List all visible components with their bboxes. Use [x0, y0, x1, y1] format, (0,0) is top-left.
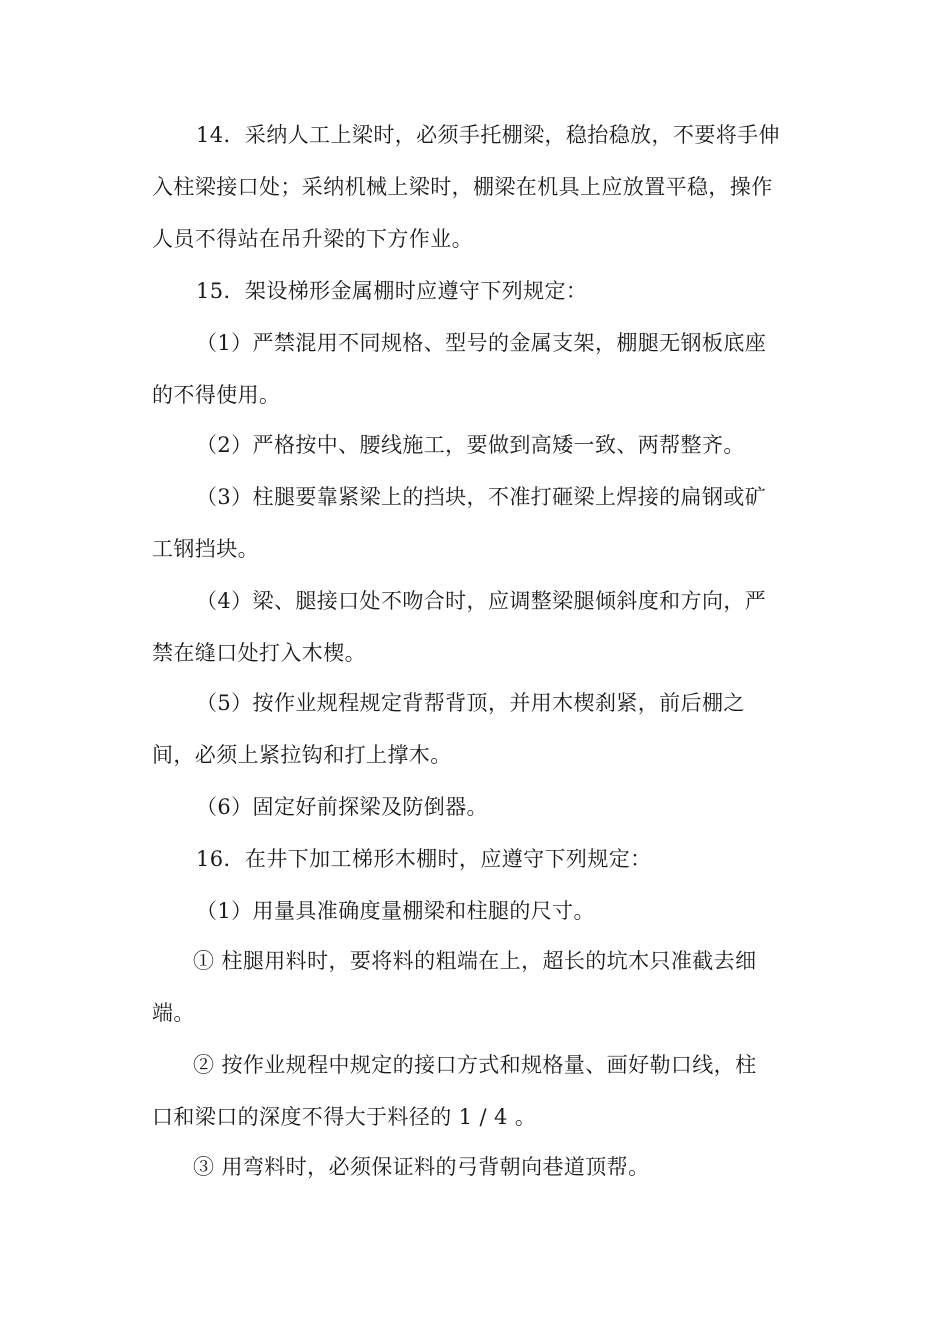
- text-line: ③ 用弯料时，必须保证料的弓背朝向巷道顶帮。: [193, 1155, 650, 1179]
- text-line: 间，必须上紧拉钩和打上撑木。: [152, 743, 452, 767]
- text-line: （3）柱腿要靠紧梁上的挡块，不准打砸梁上焊接的扁钢或矿: [196, 485, 767, 509]
- text-line: 15．架设梯形金属棚时应遵守下列规定：: [196, 279, 588, 303]
- text-line: 入柱梁接口处；采纳机械上梁时，棚梁在机具上应放置平稳，操作: [152, 175, 773, 199]
- text-line: 16．在井下加工梯形木棚时，应遵守下列规定：: [196, 847, 652, 871]
- text-line: （1）严禁混用不同规格、型号的金属支架，棚腿无钢板底座: [196, 331, 767, 355]
- text-line: （4）梁、腿接口处不吻合时，应调整梁腿倾斜度和方向，严: [196, 589, 767, 613]
- text-line: ② 按作业规程中规定的接口方式和规格量、画好勒口线，柱: [193, 1053, 757, 1077]
- text-line: 口和梁口的深度不得大于料径的 1 / 4 。: [152, 1105, 537, 1129]
- text-line: 工钢挡块。: [152, 537, 259, 561]
- text-line: （5）按作业规程规定背帮背顶，并用木楔刹紧，前后棚之: [196, 691, 745, 715]
- text-line: （1）用量具准确度量棚梁和柱腿的尺寸。: [196, 899, 595, 923]
- text-line: 禁在缝口处打入木楔。: [152, 641, 366, 665]
- text-line: 的不得使用。: [152, 383, 281, 407]
- text-line: （6）固定好前探梁及防倒器。: [196, 795, 488, 819]
- text-line: 14．采纳人工上梁时，必须手托棚梁，稳抬稳放，不要将手伸: [196, 123, 780, 147]
- text-line: 人员不得站在吊升梁的下方作业。: [152, 227, 473, 251]
- text-line: （2）严格按中、腰线施工，要做到高矮一致、两帮整齐。: [196, 433, 745, 457]
- text-line: ① 柱腿用料时，要将料的粗端在上，超长的坑木只准截去细: [193, 949, 757, 973]
- text-line: 端。: [152, 1001, 195, 1025]
